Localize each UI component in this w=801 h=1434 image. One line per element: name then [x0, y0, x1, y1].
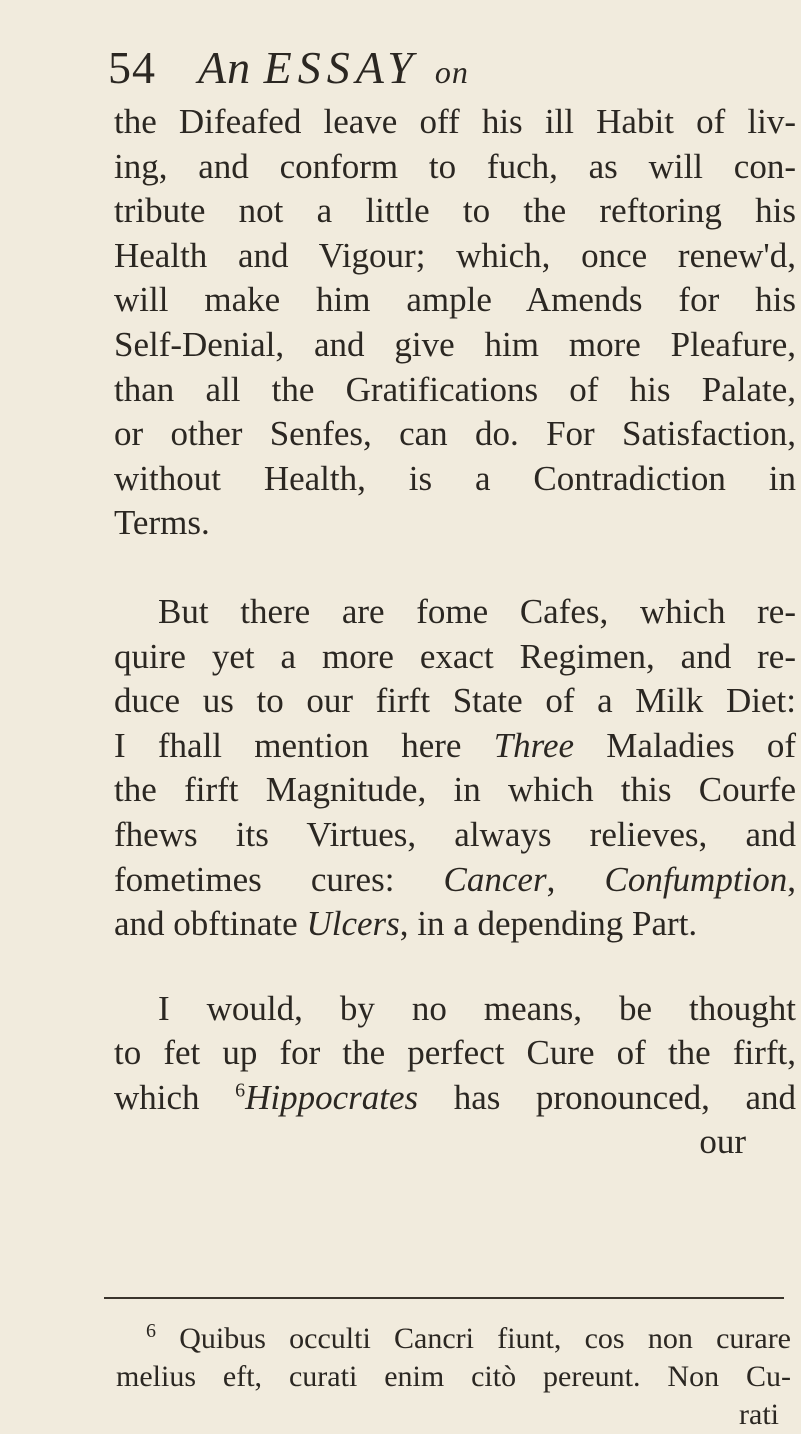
title-caps: ESSAY [263, 42, 419, 93]
text-line: Self-Denial, and give him more Pleafure, [114, 324, 796, 364]
text-line [114, 902, 796, 947]
italic-run: Hippocrates [245, 1077, 419, 1117]
title-suffix: on [434, 54, 469, 90]
text-line: to fet up for the perfect Cure of the firft, [114, 1033, 796, 1073]
text-line: But there are fome Cafes, which re- [158, 591, 796, 631]
text-line: ing, and conform to fuch, as will con- [114, 146, 796, 186]
footnote-rule [104, 1297, 784, 1299]
text-line [114, 858, 796, 903]
catchword: our [699, 1122, 746, 1162]
text-line: Terms. [114, 503, 210, 543]
text-line: than all the Gratifications of his Palate, [114, 369, 796, 409]
text-line: Health and Vigour; which, once renew'd, [114, 235, 796, 275]
text-line: will make him ample Amends for his [114, 280, 796, 320]
text-line: the Difeafed leave off his ill Habit of liv- [114, 102, 796, 141]
text-line: I would, by no means, be thought [158, 988, 796, 1028]
text-line: duce us to our firft State of a Milk Diet: [114, 681, 796, 721]
text-run: fometimes cures: [114, 859, 444, 899]
footnote-line [116, 1320, 791, 1358]
text-line: quire yet a more exact Regimen, and re- [114, 636, 796, 676]
text-line [114, 724, 796, 769]
text-run: , in a depending Part. [399, 904, 698, 944]
paragraph-gap [114, 546, 796, 590]
text-line: or other Senfes, can do. For Satisfaction, [114, 414, 796, 454]
italic-run: Three [493, 725, 575, 765]
text-run: which [114, 1077, 236, 1117]
text-run: Maladies of [574, 725, 796, 765]
text-line: fhews its Virtues, always relieves, and [114, 814, 796, 854]
title-prefix: An [198, 42, 252, 93]
text-run: , [787, 859, 797, 899]
footnote-marker: 6 [146, 1320, 156, 1342]
text-line [114, 1076, 796, 1121]
text-line: tribute not a little to the reftoring his [114, 191, 796, 231]
text-line: the firft Magnitude, in which this Courfe [114, 770, 796, 810]
italic-run: Cancer [443, 859, 547, 899]
text-line: without Health, is a Contradiction in [114, 458, 796, 498]
text-run: Quibus occulti Cancri fiunt, cos non curare [179, 1322, 791, 1355]
italic-run: Ulcers [306, 904, 400, 944]
footnote-reference: 6 [235, 1079, 246, 1102]
page-number: 54 [108, 42, 156, 93]
footnote-line: melius eft, curati enim citò pereunt. Non Cu- [116, 1360, 791, 1393]
text-run: and obftinate [114, 904, 307, 944]
footnote-catchword: rati [739, 1398, 779, 1431]
paragraph-gap [114, 947, 796, 987]
text-run: I fhall mention here [114, 725, 494, 765]
running-header [108, 40, 668, 96]
running-title [198, 42, 469, 93]
text-run: , [546, 859, 605, 899]
main-text [114, 100, 796, 1165]
italic-run: Confumption [604, 859, 788, 899]
footnote [116, 1320, 791, 1434]
text-run: has pronounced, and [418, 1077, 796, 1117]
